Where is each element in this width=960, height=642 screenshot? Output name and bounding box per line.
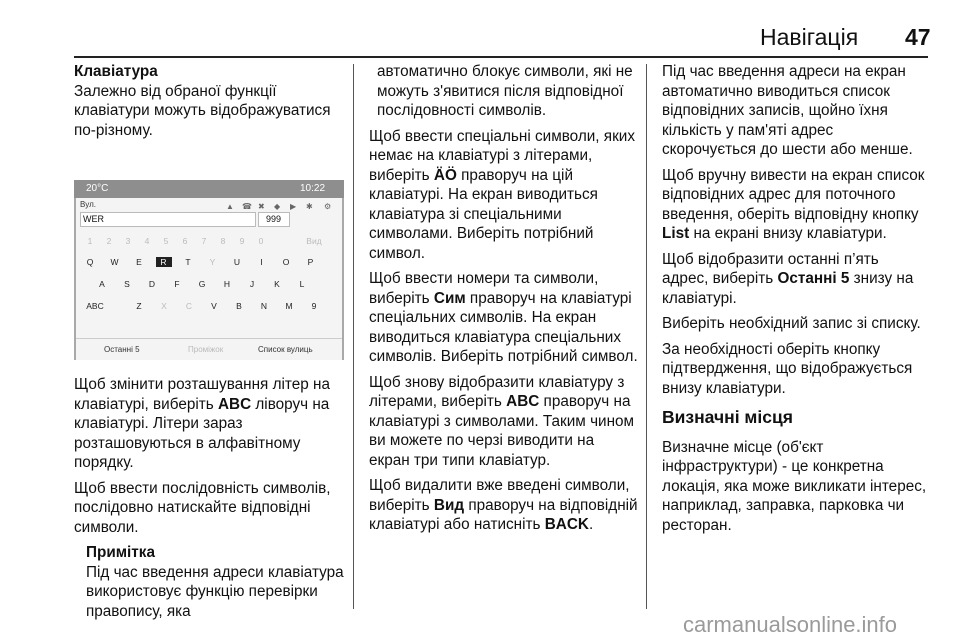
keyboard-key[interactable]: P [307, 257, 314, 267]
status-bar [74, 180, 344, 198]
keyboard-key[interactable]: 6 [182, 236, 188, 246]
column-divider-1 [353, 64, 354, 609]
keyboard-key[interactable]: 7 [201, 236, 207, 246]
signal-icon: ▲ [226, 202, 234, 211]
keyboard-key[interactable]: K [274, 279, 280, 289]
text-run: . [588, 516, 594, 533]
manual-list-para [662, 166, 928, 244]
keyboard-key[interactable]: V [211, 301, 217, 311]
keyboard-key[interactable]: X [161, 301, 167, 311]
street-label: Вул. [80, 200, 96, 209]
text-run: праворуч на цій клавіатурі. На екран виводиться клавіатура зі спеціальними символами. Виберіть потрібний символ. [369, 166, 598, 262]
confirm-para: За необхідності оберіть кнопку підтвердження, що відображується внизу клавіатури. [662, 340, 913, 397]
poi-section-title: Визначні місця [662, 407, 793, 427]
keyboard-key[interactable]: M [285, 301, 293, 311]
keyboard-key[interactable]: L [299, 279, 305, 289]
keyboard-key[interactable]: W [110, 257, 119, 267]
text-run: Щоб змінити розташування літер на клавіатурі, виберіть [74, 376, 330, 413]
text-run: Щоб вручну вивести на екран список відповідних адрес для поточного введення, оберіть відповідну кнопку [662, 166, 925, 223]
recent-para [662, 250, 928, 309]
text-run: праворуч на відповідній клавіатурі або натисніть [369, 496, 638, 533]
text-run: Щоб ввести спеціальні символи, яких немає на клавіатурі з літерами, виберіть [369, 127, 635, 184]
phone-icon: ☎ [242, 202, 252, 211]
auto-list-para: Під час введення адреси на екран автоматично виводиться список відповідних записів, щойно їхня кількість у пам'яті адрес скорочується до шести або менше. [662, 63, 913, 158]
keyboard-key[interactable]: T [185, 257, 191, 267]
poi-definition-para: Визначне місце (об'єкт інфраструктури) - це конкретна локація, яка може викликати інтерес, наприклад, заправка, парковка чи ресторан. [662, 438, 927, 534]
time-label: 10:22 [300, 183, 326, 194]
keyboard-key[interactable]: H [223, 279, 231, 289]
nav-icon: ▶ [290, 202, 297, 211]
text-run: праворуч на клавіатурі спеціальних символів. На екран виводиться клавіатура спеціальних символів. Виберіть потрібний символ. [369, 289, 638, 365]
text-run: Щоб ввести номери та символи, виберіть [369, 270, 599, 307]
keyboard-key[interactable]: J [249, 279, 255, 289]
route-icon: ◆ [274, 202, 281, 211]
column-divider-2 [646, 64, 647, 609]
keyboard-key[interactable]: 9 [311, 301, 317, 311]
keyboard-panel [76, 198, 342, 360]
keyboard-keys [76, 198, 342, 338]
keyboard-key[interactable]: Y [209, 257, 216, 267]
layout-change-para [74, 375, 350, 473]
keyboard-key[interactable]: F [174, 279, 180, 289]
sym-term: Сим [433, 289, 466, 307]
back-term: BACK [544, 516, 589, 533]
delete-para [369, 476, 639, 535]
keyboard-key[interactable]: O [282, 257, 290, 267]
delete-term: Вид [433, 496, 465, 514]
keyboard-intro: Залежно від обраної функції клавіатури можуть відображуватися по-різному. [74, 82, 331, 139]
keyboard-key[interactable]: A [99, 279, 105, 289]
text-run: ліворуч на клавіатурі. Літери зараз розташовуються в алфавітному порядку. [74, 395, 330, 471]
keyboard-screenshot [74, 180, 344, 360]
page-number: 47 [905, 24, 931, 50]
recent-5-button[interactable]: Останні 5 [104, 345, 140, 354]
note-text: Під час введення адреси клавіатура використовує функцію перевірки правопису, яка [86, 563, 344, 620]
keyboard-key[interactable]: 5 [163, 236, 169, 246]
note-title: Примітка [86, 544, 155, 561]
keyboard-key[interactable]: U [233, 257, 241, 267]
bluetooth-icon: ✱ [306, 202, 313, 211]
watermark: carmanualsonline.info [683, 612, 898, 637]
keyboard-key[interactable]: S [124, 279, 130, 289]
column-3 [662, 62, 928, 541]
keyboard-key[interactable]: 3 [125, 236, 131, 246]
keyboard-key[interactable]: Вид [306, 236, 322, 246]
text-run: знизу на клавіатурі. [662, 270, 914, 307]
page-header-title: Навігація [760, 24, 859, 50]
special-chars-para [369, 127, 639, 264]
sequence-para: Щоб ввести послідовність символів, послідовно натискайте відповідні символи. [74, 479, 331, 536]
list-term: List [662, 225, 690, 242]
keyboard-key[interactable]: C [185, 301, 193, 311]
keyboard-key[interactable]: 9 [239, 236, 245, 246]
keyboard-key[interactable]: 4 [144, 236, 150, 246]
note-block [74, 543, 350, 621]
keyboard-key[interactable]: 8 [220, 236, 226, 246]
letters-again-para [369, 373, 639, 471]
column-1 [74, 62, 350, 146]
keyboard-key[interactable]: R [156, 257, 172, 267]
text-run: Щоб видалити вже введені символи, виберіть [369, 477, 630, 514]
text-run: праворуч на клавіатурі з символами. Таким чином ви можете по черзі виводити на екран три типи клавіатур. [369, 393, 635, 469]
space-button[interactable]: Проміжок [188, 345, 224, 354]
abc-term: ABC [217, 395, 252, 413]
text-run: на екрані внизу клавіатури. [689, 225, 887, 242]
settings-icon: ⚙ [324, 202, 332, 211]
text-run: Щоб відобразити останні п’ять адрес, виберіть [662, 250, 879, 287]
column-1-lower [74, 375, 350, 621]
abc-term: ABC [506, 393, 540, 410]
keyboard-key[interactable]: 2 [106, 236, 112, 246]
keyboard-bottom-bar [76, 338, 342, 361]
keyboard-key[interactable]: 1 [87, 236, 93, 246]
mute-icon: ✖ [258, 202, 265, 211]
select-entry-para: Виберіть необхідний запис зі списку. [662, 315, 921, 332]
keyboard-key[interactable]: E [136, 257, 142, 267]
keyboard-key[interactable]: ABC [86, 301, 104, 311]
keyboard-key[interactable]: Q [86, 257, 94, 267]
text-run: Щоб знову відобразити клавіатуру з літерами, виберіть [369, 373, 625, 410]
keyboard-key[interactable]: G [198, 279, 206, 289]
keyboard-key[interactable]: I [260, 257, 263, 267]
temperature-label: 20°C [86, 183, 109, 194]
note-continuation: автоматично блокує символи, які не можуть з'явитися після відповідної послідовності символів. [377, 63, 633, 119]
keyboard-key[interactable]: Z [136, 301, 142, 311]
keyboard-heading: Клавіатура [74, 63, 158, 80]
keyboard-key[interactable]: B [236, 301, 242, 311]
header-rule [74, 56, 928, 58]
keyboard-key[interactable]: D [148, 279, 156, 289]
recent-5-term: Останні 5 [777, 270, 850, 287]
keyboard-key[interactable]: N [260, 301, 268, 311]
umlaut-term: ÄÖ [433, 166, 457, 184]
numbers-para [369, 269, 639, 367]
address-input-value: WER [83, 214, 104, 224]
keyboard-key[interactable]: 0 [258, 236, 264, 246]
house-number-value: 999 [266, 214, 282, 224]
street-list-button[interactable]: Список вулиць [258, 345, 313, 354]
column-2 [369, 62, 639, 541]
